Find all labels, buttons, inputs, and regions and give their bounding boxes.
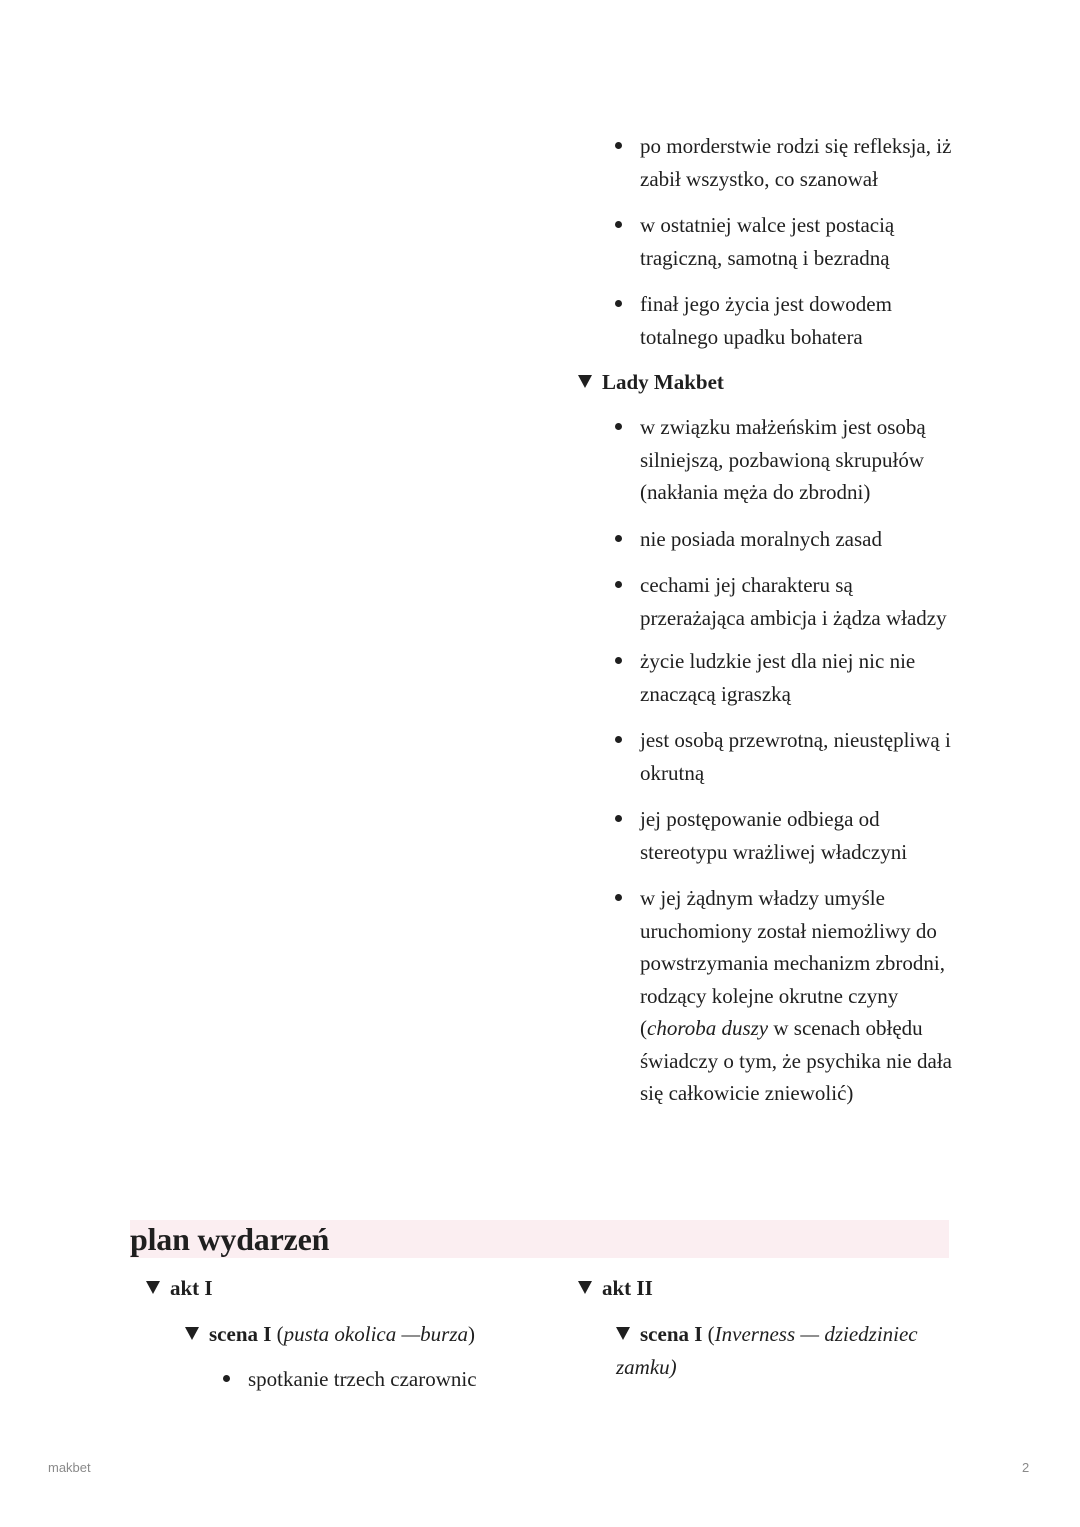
footer-doc-name: makbet	[48, 1460, 91, 1475]
triangle-down-icon	[578, 1281, 592, 1294]
triangle-down-icon	[146, 1281, 160, 1294]
triangle-down-icon	[185, 1327, 199, 1340]
section-heading: plan wydarzeń	[130, 1221, 330, 1257]
scene-events-list	[248, 1363, 548, 1396]
list-item: po morderstwie rodzi się refleksja, iż zabił wszystko, co szanował	[640, 130, 960, 195]
list-item: życie ludzkie jest dla niej nic nie znaczącą igraszką	[640, 645, 960, 710]
list-item: w jej żądnym władzy umyśle uruchomiony został niemożliwy do powstrzymania mechanizm zbrodni, rodzący kolejne okrutne czyny (choroba duszy w scenach obłędu świadczy o tym, że psychika nie dała się całkowicie zniewolić)	[640, 882, 960, 1110]
plan-heading-block	[130, 1220, 949, 1258]
act-1-scene-toggle[interactable]: scena I (pusta okolica —burza)	[185, 1318, 515, 1351]
triangle-down-icon	[578, 375, 592, 388]
lady-makbet-traits-column	[640, 411, 960, 1110]
list-item: jest osobą przewrotną, nieustępliwą i okrutną	[640, 724, 960, 789]
list-item: jej postępowanie odbiega od stereotypu wrażliwej władczyni	[640, 803, 960, 868]
toggle-label: akt I	[170, 1276, 213, 1300]
toggle-label: Lady Makbet	[602, 370, 724, 394]
act-2-scene-toggle[interactable]: scena I (Inverness — dziedziniec zamku)	[616, 1322, 918, 1379]
footer-page-number: 2	[1022, 1460, 1030, 1475]
toggle-label: akt II	[602, 1276, 653, 1300]
act-1-toggle[interactable]	[146, 1274, 213, 1302]
lady-makbet-traits-list	[640, 411, 960, 1110]
makbet-traits-list	[640, 130, 960, 353]
act-1-scene-items	[248, 1363, 548, 1396]
list-item: w ostatniej walce jest postacią tragiczną, samotną i bezradną	[640, 209, 960, 274]
list-item: w związku małżeńskim jest osobą silniejszą, pozbawioną skrupułów (nakłania męża do zbrodni)	[640, 411, 960, 509]
triangle-down-icon	[616, 1327, 630, 1340]
lady-makbet-toggle[interactable]	[578, 368, 724, 396]
list-item: nie posiada moralnych zasad	[640, 523, 960, 556]
list-item: spotkanie trzech czarownic	[248, 1363, 548, 1396]
makbet-traits-column	[640, 130, 960, 353]
act-2-toggle[interactable]	[578, 1274, 653, 1302]
list-item: finał jego życia jest dowodem totalnego upadku bohatera	[640, 288, 960, 353]
list-item: cechami jej charakteru są przerażająca ambicja i żądza władzy	[640, 569, 960, 634]
